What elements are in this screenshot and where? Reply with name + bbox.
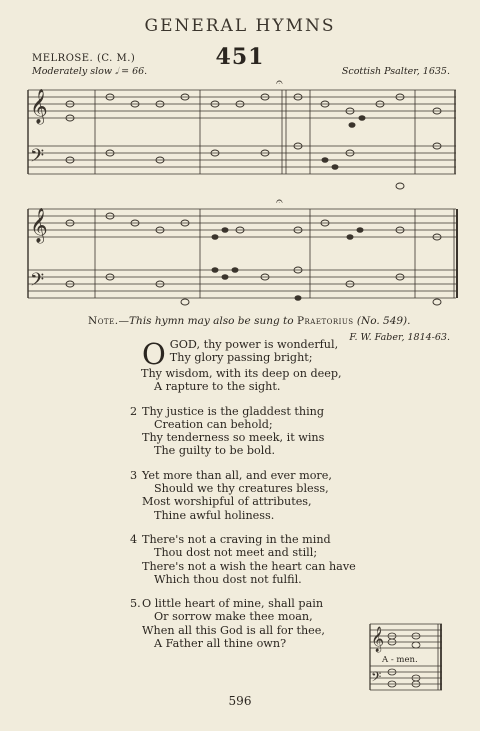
verse-line: Thy tenderness so meek, it wins (142, 431, 325, 445)
verse-5 (130, 597, 390, 650)
note-text: —This hymn may also be sung to (118, 315, 294, 327)
note-alt-tune: Praetorius (296, 315, 354, 327)
tune-name-text: MELROSE. (32, 53, 94, 64)
tune-source: Scottish Psalter, 1635. (341, 66, 450, 77)
bass-clef-icon: 𝄢 (371, 669, 382, 688)
verse-4 (130, 533, 390, 586)
staff-2-bass (28, 270, 456, 298)
verse-line: Thy glory passing bright; (169, 351, 313, 365)
verse-2 (130, 405, 390, 458)
verses (130, 338, 390, 661)
verse-line: Thou dost not meet and still; (154, 546, 318, 560)
verse-line: Or sorrow make thee moan, (154, 610, 313, 624)
verse-number: 2 (130, 404, 138, 418)
system-1 (28, 90, 456, 174)
verse-line: Thy justice is the gladdest thing (142, 404, 325, 418)
clefs (30, 75, 283, 295)
system-2 (28, 209, 457, 298)
treble-clef-icon: 𝄞 (30, 208, 48, 243)
verse-line: There's not a wish the heart can have (142, 559, 356, 573)
verse-line: Most worshipful of attributes, (142, 495, 312, 509)
verse-line: When all this God is all for thee, (142, 623, 325, 637)
bass-clef-icon: 𝄢 (30, 270, 45, 295)
half-note-icon: 𝅗𝅥 (115, 66, 119, 77)
bass-clef-icon: 𝄢 (30, 146, 45, 171)
hymn-number: 451 (215, 44, 265, 70)
staff-1-bass (28, 146, 456, 174)
verse-line: There's not a craving in the mind (142, 532, 331, 546)
verse-number: 4 (130, 532, 138, 546)
notes (66, 94, 441, 305)
page-number: 596 (228, 694, 252, 708)
verse-line: GOD, thy power is wonderful, (169, 338, 339, 351)
page-header-title: GENERAL HYMNS (144, 16, 336, 36)
tempo-text: Moderately slow (32, 66, 112, 77)
verse-number: 3 (130, 468, 138, 482)
text-author: F. W. Faber, 1814-63. (349, 332, 450, 343)
verse-line: Should we thy creatures bless, (154, 482, 329, 496)
note-prefix: Note. (88, 315, 119, 327)
treble-clef-icon: 𝄞 (30, 89, 48, 124)
tune-note (88, 315, 411, 327)
fermata-icon: 𝄐 (276, 75, 283, 89)
verse-line: The guilty to be bold. (154, 444, 276, 458)
drop-cap: O (142, 337, 166, 371)
treble-clef-icon: 𝄞 (371, 627, 385, 652)
verse-line: Which thou dost not fulfil. (154, 572, 302, 586)
verse-line: Creation can behold; (154, 417, 273, 431)
verse-3 (130, 469, 390, 522)
verse-line: A rapture to the sight. (154, 380, 281, 394)
verse-1 (130, 338, 390, 394)
amen-label: A - men. (382, 655, 418, 665)
verse-line: Thy wisdom, with its deep on deep, (141, 367, 342, 380)
verse-line: O little heart of mine, shall pain (142, 597, 324, 611)
filled-notes (212, 115, 366, 301)
verse-line: Thine awful holiness. (154, 508, 275, 522)
note-ref: (No. 549). (356, 315, 411, 327)
verse-line: A Father all thine own? (154, 637, 287, 651)
fermata-icon: 𝄐 (276, 194, 283, 208)
verse-line: Yet more than all, and ever more, (142, 468, 332, 482)
staff-1-treble (28, 90, 456, 118)
metronome-text: = 66. (121, 66, 148, 77)
meter-text: (C. M.) (96, 53, 136, 64)
verse-number: 5. (130, 597, 141, 611)
